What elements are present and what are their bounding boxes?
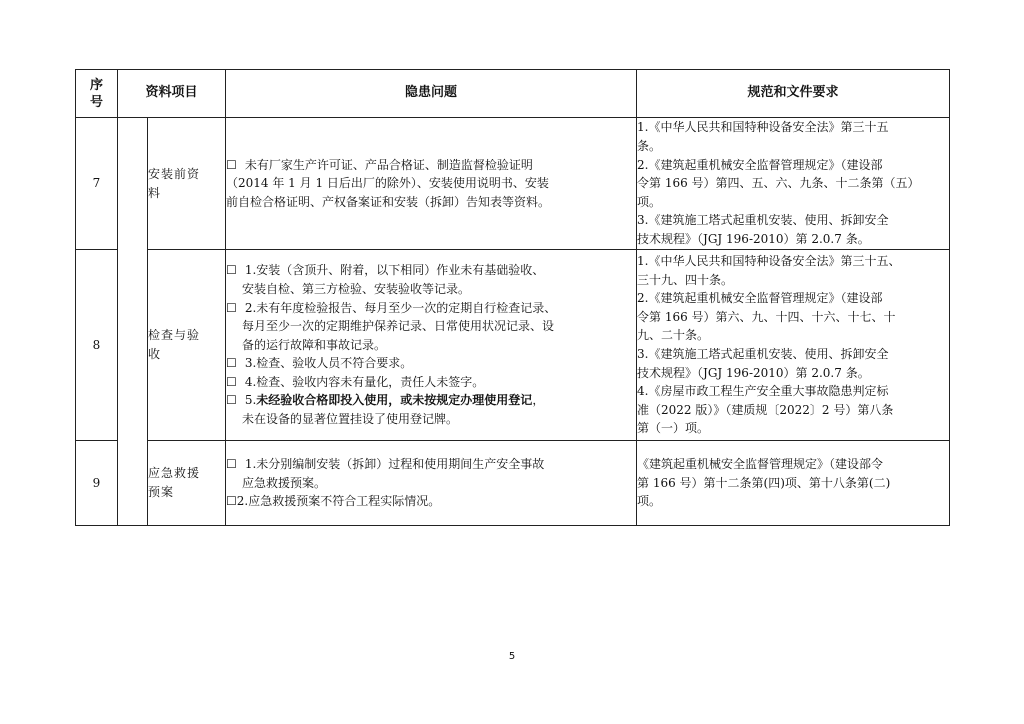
row-requirements <box>637 441 950 526</box>
group-blank-cell <box>118 118 148 526</box>
row-number: 9 <box>76 441 118 526</box>
hazard-punct: ， <box>532 393 545 408</box>
hazard-continuation: 未在设备的显著位置挂设了使用登记牌。 <box>242 412 459 427</box>
hazard-text: 2.未有年度检验报告、每月至少一次的定期自行检查记录、 <box>244 300 557 315</box>
hazard-item <box>226 455 636 474</box>
requirement-line: 4.《房屋市政工程生产安全重大事故隐患判定标 <box>637 384 889 399</box>
requirement-line: 《建筑起重机械安全监督管理规定》（建设部令 <box>637 457 884 472</box>
requirement-line: 3.《建筑施工塔式起重机安装、使用、拆卸安全 <box>637 213 889 228</box>
header-seq-text: 序 号 <box>89 77 103 110</box>
checkbox-icon[interactable]: ☐ <box>226 374 237 389</box>
hazard-number: 5. <box>244 393 257 408</box>
requirement-line: 2.《建筑起重机械安全监督管理规定》（建设部 <box>637 291 883 306</box>
hazard-item <box>226 391 636 410</box>
requirement-line: 3.《建筑施工塔式起重机安装、使用、拆卸安全 <box>637 347 889 361</box>
hazard-item <box>226 354 636 373</box>
hazard-item <box>226 492 636 511</box>
hazard-continuation: 应急救援预案。 <box>242 475 327 490</box>
hazard-item <box>226 299 636 318</box>
requirement-line: 1.《中华人民共和国特种设备安全法》第三十五、 <box>637 254 901 269</box>
requirement-line: 三十九、四十条。 <box>637 272 734 287</box>
requirement-line: 条。 <box>637 139 662 154</box>
checkbox-icon[interactable]: ☐ <box>226 356 237 371</box>
hazard-text: 2.应急救援预案不符合工程实际情况。 <box>236 494 441 509</box>
hazard-continuation: （2014 年 1 月 1 日后出厂的除外）、安装使用说明书、安装 <box>226 176 549 191</box>
requirement-line: 第 166 号）第十二条第(四)项、第十八条第(二) <box>637 475 891 490</box>
row-hazards <box>226 118 637 250</box>
category-line: 安装前资 <box>148 166 201 181</box>
row-number: 8 <box>76 250 118 441</box>
table-row <box>76 118 950 250</box>
row-category <box>148 250 226 441</box>
checkbox-icon[interactable]: ☐ <box>226 494 237 509</box>
category-line: 应急救援 <box>148 466 201 481</box>
requirement-line: 令第 166 号）第四、五、六、九条、十二条第（五） <box>637 176 920 191</box>
hazard-text: 1.安装（含顶升、附着，以下相同）作业未有基础验收、 <box>244 263 545 278</box>
header-item: 资料项目 <box>118 70 226 118</box>
checkbox-icon[interactable]: ☐ <box>226 393 237 408</box>
requirement-line: 令第 166 号）第六、九、十四、十六、十七、十 <box>637 309 896 324</box>
category-line: 料 <box>148 185 162 200</box>
hazard-continuation: 前自检合格证明、产权备案证和安装（拆卸）告知表等资料。 <box>226 194 551 209</box>
requirement-line: 1.《中华人民共和国特种设备安全法》第三十五 <box>637 120 889 135</box>
table-row <box>76 441 950 526</box>
category-line: 检查与验 <box>148 328 201 343</box>
row-category <box>148 118 226 250</box>
requirement-line: 九、二十条。 <box>637 328 710 343</box>
header-hazard: 隐患问题 <box>226 70 637 118</box>
requirement-line: 项。 <box>637 494 662 509</box>
requirement-line: 技术规程》（JGJ 196-2010）第 2.0.7 条。 <box>637 231 870 246</box>
header-row <box>76 70 950 118</box>
hazard-text: 1.未分别编制安装（拆卸）过程和使用期间生产安全事故 <box>244 457 545 472</box>
hazard-item <box>226 373 636 392</box>
row-hazards <box>226 250 637 441</box>
hazard-item <box>226 156 636 175</box>
hazard-continuation: 安装自检、第三方检验、安装验收等记录。 <box>242 281 471 296</box>
row-requirements <box>637 118 950 250</box>
checkbox-icon[interactable]: ☐ <box>226 300 237 315</box>
checkbox-icon[interactable]: ☐ <box>226 157 237 172</box>
row-number: 7 <box>76 118 118 250</box>
hazard-text: 未有厂家生产许可证、产品合格证、制造监督检验证明 <box>244 157 533 172</box>
header-seq <box>76 70 118 118</box>
row-requirements <box>637 250 950 441</box>
row-hazards <box>226 441 637 526</box>
requirement-line: 2.《建筑起重机械安全监督管理规定》（建设部 <box>637 157 883 172</box>
category-line: 收 <box>148 347 162 361</box>
table-row <box>76 250 950 441</box>
checkbox-icon[interactable]: ☐ <box>226 457 237 472</box>
hazard-text: 3.检查、验收人员不符合要求。 <box>244 356 413 371</box>
hazard-table <box>75 69 950 526</box>
header-requirement: 规范和文件要求 <box>637 70 950 118</box>
requirement-line: 第（一）项。 <box>637 421 710 436</box>
row-category <box>148 441 226 526</box>
requirement-line: 项。 <box>637 194 662 209</box>
requirement-line: 技术规程》（JGJ 196-2010）第 2.0.7 条。 <box>637 365 870 380</box>
hazard-continuation: 每月至少一次的定期维护保养记录、日常使用状况记录、设 <box>242 319 555 334</box>
hazard-bold-text: 未经验收合格即投入使用，或未按规定办理使用登记 <box>256 393 533 408</box>
hazard-continuation: 备的运行故障和事故记录。 <box>242 337 387 352</box>
category-line: 预案 <box>148 485 175 499</box>
checkbox-icon[interactable]: ☐ <box>226 263 237 278</box>
hazard-text: 4.检查、验收内容未有量化，责任人未签字。 <box>244 374 485 389</box>
page-number: 5 <box>508 651 516 662</box>
requirement-line: 准（2022 版）》（建质规〔2022〕2 号）第八条 <box>637 402 894 417</box>
hazard-item <box>226 261 636 280</box>
